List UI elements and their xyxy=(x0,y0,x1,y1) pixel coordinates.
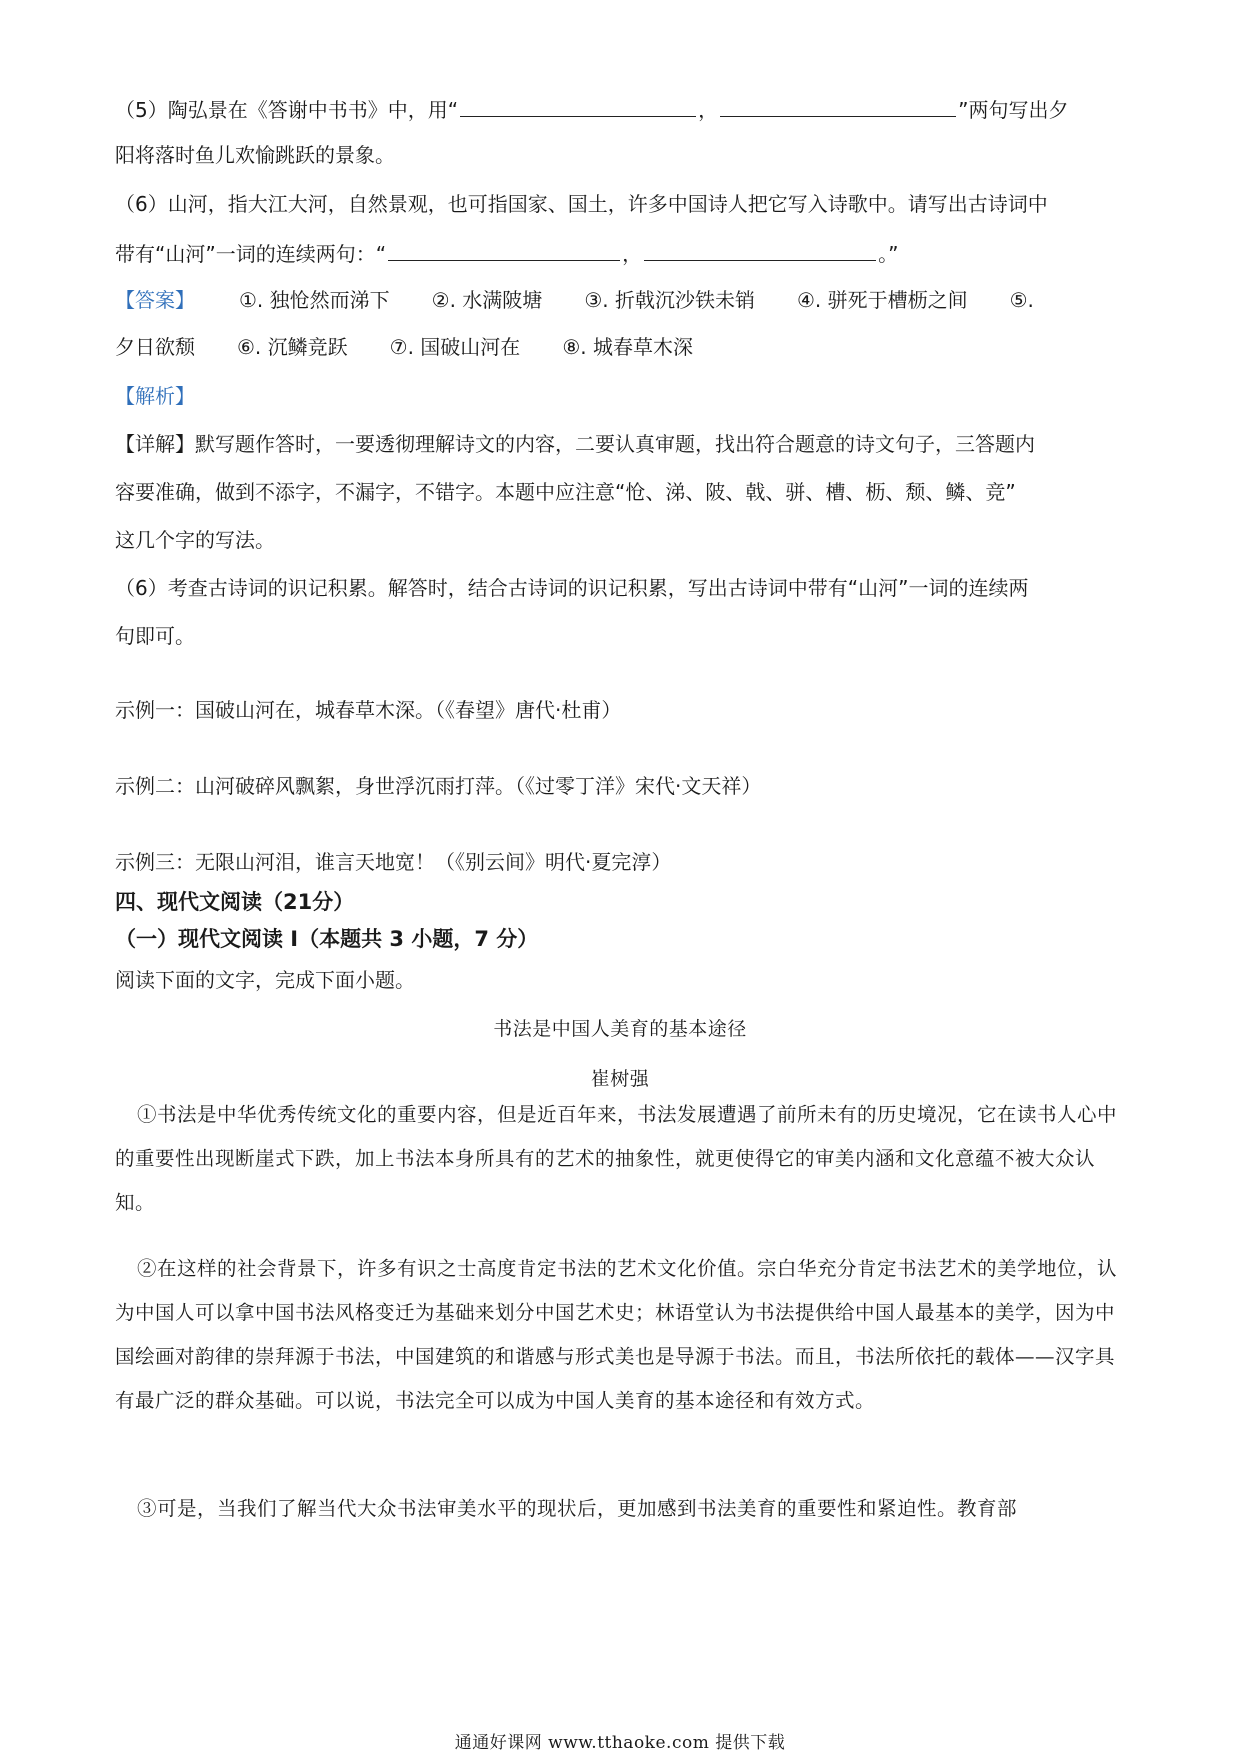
example-line: 示例三：无限山河泪，谁言天地宽！（《别云间》明代·夏完淳） xyxy=(115,850,672,874)
analysis-q6-line: 句即可。 xyxy=(115,624,195,648)
answer-item: ①. 独怆然而涕下 xyxy=(239,288,390,312)
answer-item: ④. 骈死于槽枥之间 xyxy=(796,288,968,312)
article-paragraph-3: ③可是，当我们了解当代大众书法审美水平的现状后，更加感到书法美育的重要性和紧迫性。教育部 xyxy=(137,1497,1018,1520)
page-footer: 通通好课网 www.tthaoke.com 提供下载 xyxy=(454,1733,786,1753)
answer-item: 夕日欲颓 xyxy=(115,335,195,359)
question-6-comma: ， xyxy=(622,242,643,266)
section-subtitle: （一）现代文阅读 I（本题共 3 小题，7 分） xyxy=(115,927,539,951)
question-6-prefix: 带有“山河”一词的连续两句：“ xyxy=(115,242,387,266)
answer-tag: 【答案】 xyxy=(115,288,195,312)
analysis-detail-line: 容要准确，做到不添字，不漏字，不错字。本题中应注意“怆、涕、陂、戟、骈、槽、枥、颓、鳞、竞” xyxy=(115,480,1016,504)
example-line: 示例二：山河破碎风飘絮，身世浮沉雨打萍。（《过零丁洋》宋代·文天祥） xyxy=(115,774,762,798)
answer-blank xyxy=(720,98,956,117)
example-line: 示例一：国破山河在，城春草木深。（《春望》唐代·杜甫） xyxy=(115,698,622,722)
answer-line-1 xyxy=(115,290,1034,310)
question-5-comma: ， xyxy=(698,98,719,122)
answer-item: ⑦. 国破山河在 xyxy=(389,335,521,359)
question-6-suffix: 。” xyxy=(878,242,899,266)
article-author: 崔树强 xyxy=(590,1068,650,1090)
question-5-suffix: ”两句写出夕 xyxy=(958,98,1069,122)
analysis-detail-line: 【详解】默写题作答时，一要透彻理解诗文的内容，二要认真审题，找出符合题意的诗文句子，三答题内 xyxy=(115,432,1035,456)
answer-item: ②. 水满陂塘 xyxy=(431,288,543,312)
question-6-line-2 xyxy=(115,242,898,264)
answer-item: ⑥. 沉鳞竞跃 xyxy=(237,335,348,359)
answer-item: ⑤. xyxy=(1009,288,1034,312)
answer-item: ⑧. 城春草木深 xyxy=(562,335,693,359)
analysis-tag: 【解析】 xyxy=(115,384,195,408)
answer-blank xyxy=(644,242,876,261)
question-5-prefix: （5）陶弘景在《答谢中书书》中，用“ xyxy=(115,98,459,122)
answer-blank xyxy=(460,98,696,117)
section-instruction: 阅读下面的文字，完成下面小题。 xyxy=(115,968,415,992)
question-6-line-1: （6）山河，指大江大河，自然景观，也可指国家、国土，许多中国诗人把它写入诗歌中。请写出古诗词中 xyxy=(115,192,1048,216)
question-5-line-1 xyxy=(115,98,1068,120)
answer-item: ③. 折戟沉沙铁未销 xyxy=(584,288,755,312)
analysis-detail-line: 这几个字的写法。 xyxy=(115,528,275,552)
answer-line-2 xyxy=(115,337,735,357)
article-paragraph-2: ②在这样的社会背景下，许多有识之士高度肯定书法的艺术文化价值。宗白华充分肯定书法艺术的美学地位，认为中国人可以拿中国书法风格变迁为基础来划分中国艺术史；林语堂认为书法提供给中国人最基本的美学，因为中国绘画对韵律的崇拜源于书法，中国建筑的和谐感与形式美也是导源于书法。而且，书法所依托的载体——汉字具有最广泛的群众基础。可以说，书法完全可以成为中国人美育的基本途径和有效方式。 xyxy=(115,1257,1118,1412)
article-title: 书法是中国人美育的基本途径 xyxy=(493,1018,747,1040)
analysis-q6-line: （6）考查古诗词的识记积累。解答时，结合古诗词的识记积累，写出古诗词中带有“山河”一词的连续两 xyxy=(115,576,1029,600)
section-title: 四、现代文阅读（21分） xyxy=(115,890,355,914)
article-paragraph-1: ①书法是中华优秀传统文化的重要内容，但是近百年来，书法发展遭遇了前所未有的历史境况，它在读书人心中的重要性出现断崖式下跌，加上书法本身所具有的艺术的抽象性，就更使得它的审美内涵和文化意蕴不被大众认知。 xyxy=(115,1103,1118,1214)
answer-blank xyxy=(388,242,620,261)
question-5-line-2: 阳将落时鱼儿欢愉跳跃的景象。 xyxy=(115,143,395,167)
